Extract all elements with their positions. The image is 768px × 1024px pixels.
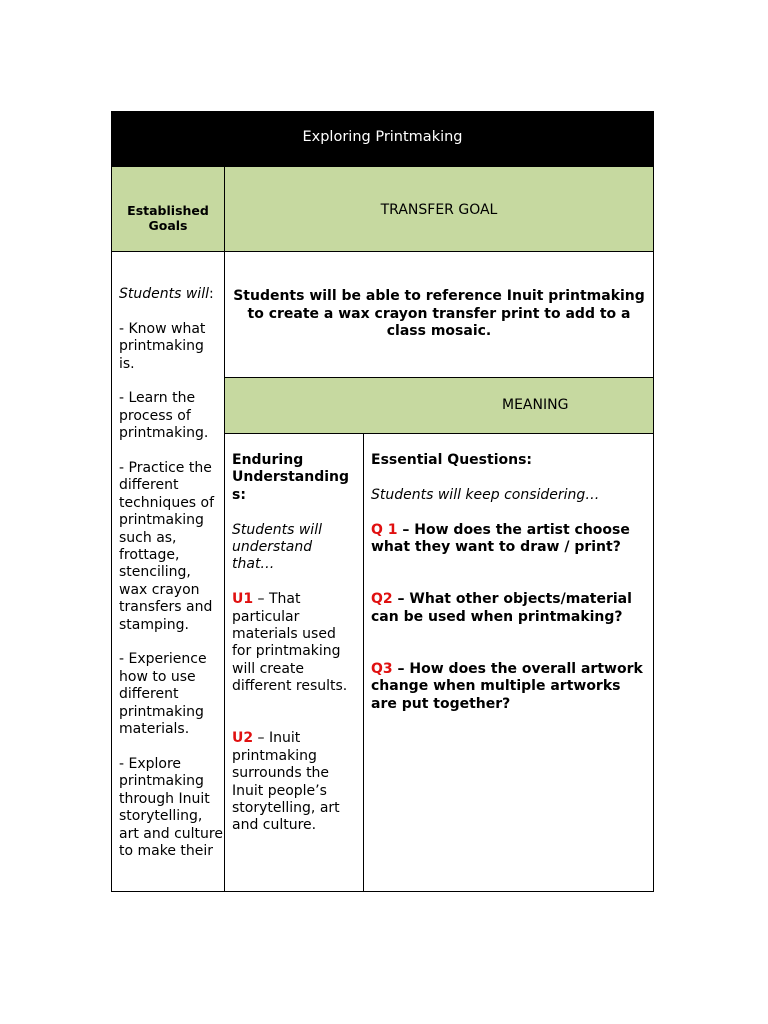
question-item: Q2 – What other objects/material can be used when printmaking? [371, 591, 632, 625]
enduring-intro: Students will understand that… [232, 521, 322, 573]
question-item: Q3 – How does the overall artwork change when multiple artworks are put together? [371, 660, 643, 712]
established-intro: Students will: [119, 286, 214, 302]
enduring-understandings-cell [224, 433, 364, 892]
enduring-understandings-list [232, 452, 358, 852]
established-goals-cell [111, 251, 225, 892]
page-title: Exploring Printmaking [302, 129, 463, 145]
transfer-goal-cell [224, 251, 654, 378]
essential-intro: Students will keep considering… [371, 486, 600, 503]
table-header [111, 111, 654, 167]
established-goals-list [119, 286, 223, 878]
understanding-item: U1 – That particular materials used for printmaking will create different results. [232, 591, 348, 695]
goal-item: - Learn the process of printmaking. [119, 390, 209, 442]
essential-questions-cell [363, 433, 654, 892]
unit-plan-table [111, 111, 654, 892]
question-item: Q 1 – How does the artist choose what they want to draw / print? [371, 521, 630, 555]
goal-item: - Practice the different techniques of printmaking such as, frottage, stenciling, wax crayon transfers and stamping. [119, 460, 215, 633]
transfer-goal-heading: TRANSFER GOAL [380, 202, 498, 218]
meaning-heading: MEANING [502, 397, 569, 413]
goal-item: - Know what printmaking is. [119, 320, 206, 372]
goal-item: - Experience how to use different printmaking materials. [119, 651, 207, 738]
understanding-item: U2 – Inuit printmaking surrounds the Inuit people’s storytelling, art and culture. [232, 730, 340, 834]
goal-item: - Explore printmaking through Inuit storytelling, art and culture to make their [119, 755, 223, 859]
established-goals-heading: Established Goals [127, 203, 209, 233]
meaning-header [224, 377, 654, 434]
essential-heading: Essential Questions: [371, 452, 533, 468]
transfer-goal-text: Students will be able to reference Inuit printmaking to create a wax crayon transfer print to add to a class mosaic. [233, 288, 645, 339]
transfer-goal-header [224, 166, 654, 252]
enduring-heading: Enduring Understanding s: [232, 452, 350, 503]
established-goals-header [111, 166, 225, 252]
essential-questions-list [371, 452, 651, 730]
